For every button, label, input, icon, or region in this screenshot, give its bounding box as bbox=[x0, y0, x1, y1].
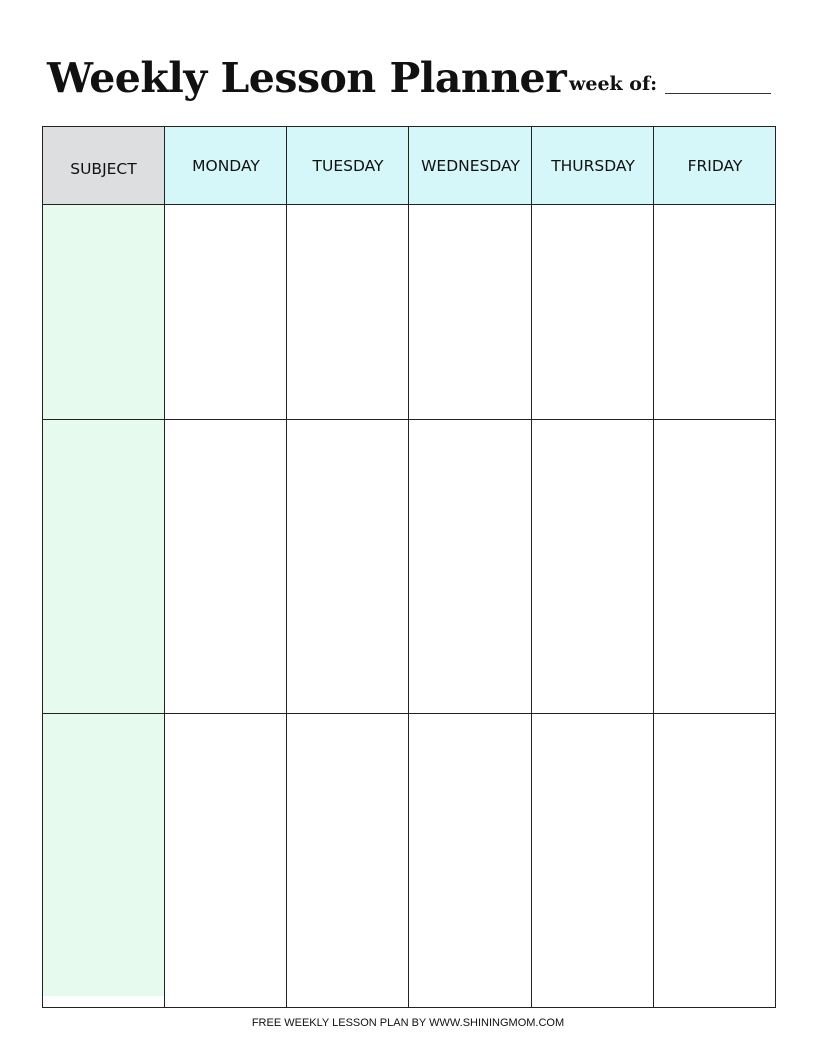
grid-line bbox=[775, 126, 776, 1008]
day-header-wednesday: WEDNESDAY bbox=[409, 126, 532, 205]
grid-line bbox=[653, 126, 654, 1008]
grid-line bbox=[42, 1007, 776, 1008]
grid-line bbox=[286, 126, 287, 1008]
grid-line bbox=[42, 204, 776, 205]
page-title: Weekly Lesson Planner bbox=[47, 54, 567, 102]
grid-line bbox=[531, 126, 532, 1008]
grid-line bbox=[42, 419, 776, 420]
day-header-friday: FRIDAY bbox=[654, 126, 776, 205]
day-header-tuesday: TUESDAY bbox=[287, 126, 409, 205]
subject-column-bg bbox=[42, 205, 165, 996]
grid-line bbox=[164, 126, 165, 1008]
day-header-monday: MONDAY bbox=[165, 126, 287, 205]
grid-line bbox=[42, 713, 776, 714]
week-of-field[interactable] bbox=[665, 93, 771, 94]
grid-line bbox=[408, 126, 409, 1008]
week-of-label: week of: bbox=[569, 73, 658, 95]
grid-line bbox=[42, 126, 43, 1008]
day-header-thursday: THURSDAY bbox=[532, 126, 654, 205]
footer-credit: FREE WEEKLY LESSON PLAN BY WWW.SHININGMOM.COM bbox=[251, 1017, 565, 1029]
subject-header: SUBJECT bbox=[42, 126, 165, 205]
grid-line bbox=[42, 126, 776, 127]
